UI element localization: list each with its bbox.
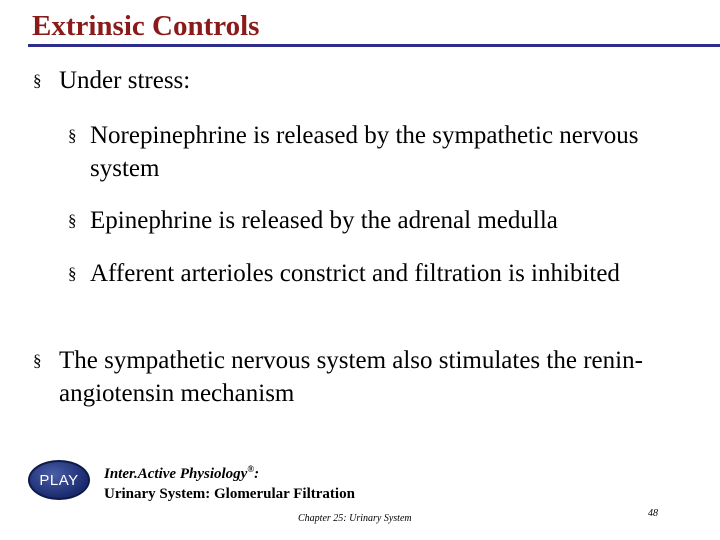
bullet-marker: §: [33, 71, 42, 90]
iap-subtitle: Urinary System: Glomerular Filtration: [104, 486, 355, 502]
play-button[interactable]: [28, 460, 90, 500]
play-button-label: PLAY: [39, 471, 79, 489]
bullet-marker: §: [33, 351, 42, 370]
title-divider: [28, 44, 720, 47]
interactive-physiology-link[interactable]: [104, 459, 355, 504]
bullet-text: Norepinephrine is released by the sympathetic nervous system: [90, 122, 639, 182]
bullet-marker: §: [68, 211, 77, 230]
bullet-text: The sympathetic nervous system also stimulates the renin-angiotensin mechanism: [59, 347, 643, 407]
iap-colon: :: [254, 466, 260, 482]
footer-chapter: Chapter 25: Urinary System: [298, 513, 412, 524]
bullet-text: Epinephrine is released by the adrenal medulla: [90, 207, 558, 234]
page-number: 48: [648, 508, 658, 519]
bullet-text: Afferent arterioles constrict and filtration is inhibited: [90, 260, 620, 287]
bullet-under-stress: [33, 64, 693, 97]
slide-title: Extrinsic Controls: [32, 10, 260, 42]
bullet-afferent-arterioles: [68, 257, 668, 290]
bullet-epinephrine: [68, 204, 668, 237]
bullet-norepinephrine: [68, 119, 668, 185]
registered-mark: ®: [247, 464, 255, 474]
bullet-marker: §: [68, 126, 77, 145]
bullet-text: Under stress:: [59, 67, 191, 94]
bullet-sympathetic-renin: [33, 344, 693, 410]
iap-title: Inter.Active Physiology: [104, 466, 248, 482]
bullet-marker: §: [68, 264, 77, 283]
